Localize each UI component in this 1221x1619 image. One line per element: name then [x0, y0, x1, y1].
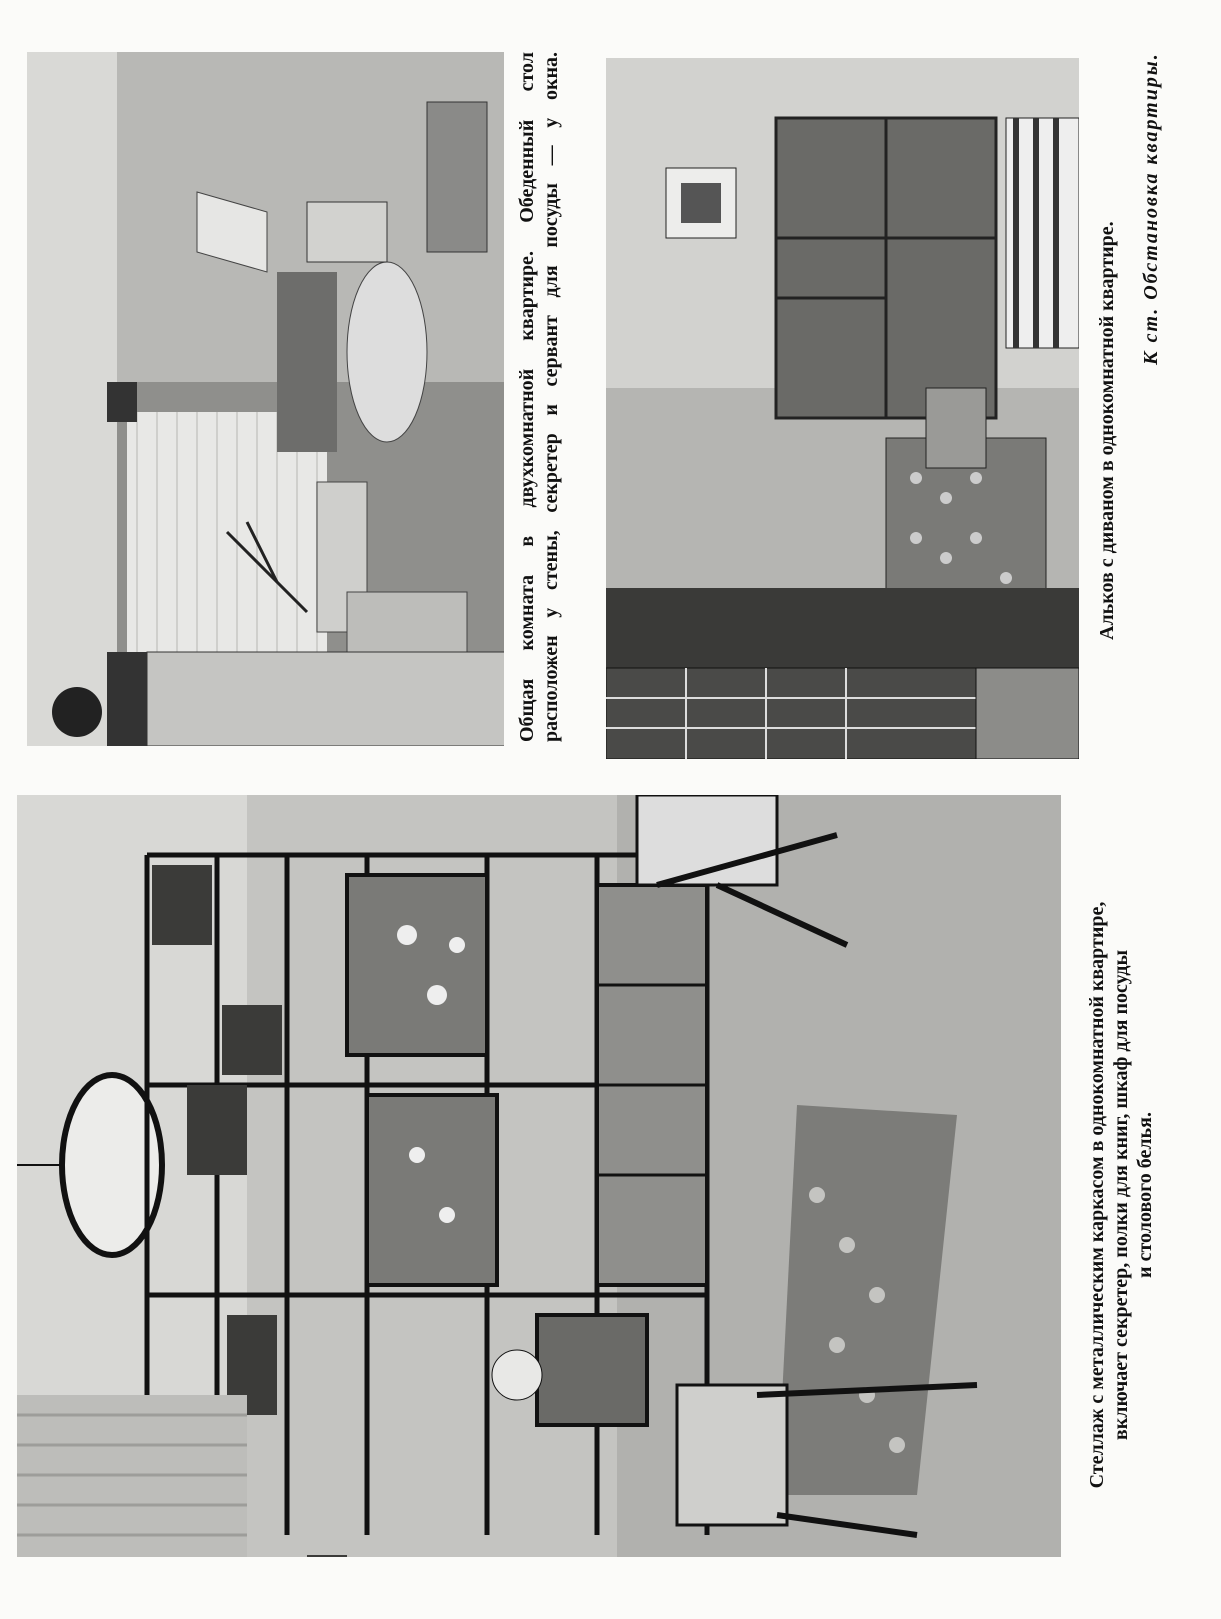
article-note — [1140, 52, 1163, 365]
alcove-caption-line1: Альков с диваном в однокомнатной квартире. — [1096, 221, 1118, 640]
shelving-caption-line2: включает секретер, полки для книг, шкаф для посуды — [1110, 949, 1132, 1441]
article-note-text: К ст. Обстановка квартиры. — [1140, 52, 1162, 365]
shelving-caption-line3: и столового белья. — [1134, 1112, 1156, 1278]
alcove-caption — [1095, 221, 1119, 640]
shelving-photo — [17, 795, 1061, 1557]
living-room-photo — [27, 52, 504, 746]
shelving-caption — [1085, 795, 1157, 1595]
living-room-caption-line2: расположен у стены, секретер и сервант для посуды — у окна. — [540, 52, 562, 742]
living-room-caption — [515, 52, 563, 742]
living-room-caption-line1: Общая комната в двухкомнатной квартире. Обеденный стол — [516, 52, 538, 742]
shelving-caption-line1: Стеллаж с металлическим каркасом в однокомнатной квартире, — [1086, 901, 1108, 1489]
alcove-photo — [606, 58, 1079, 759]
